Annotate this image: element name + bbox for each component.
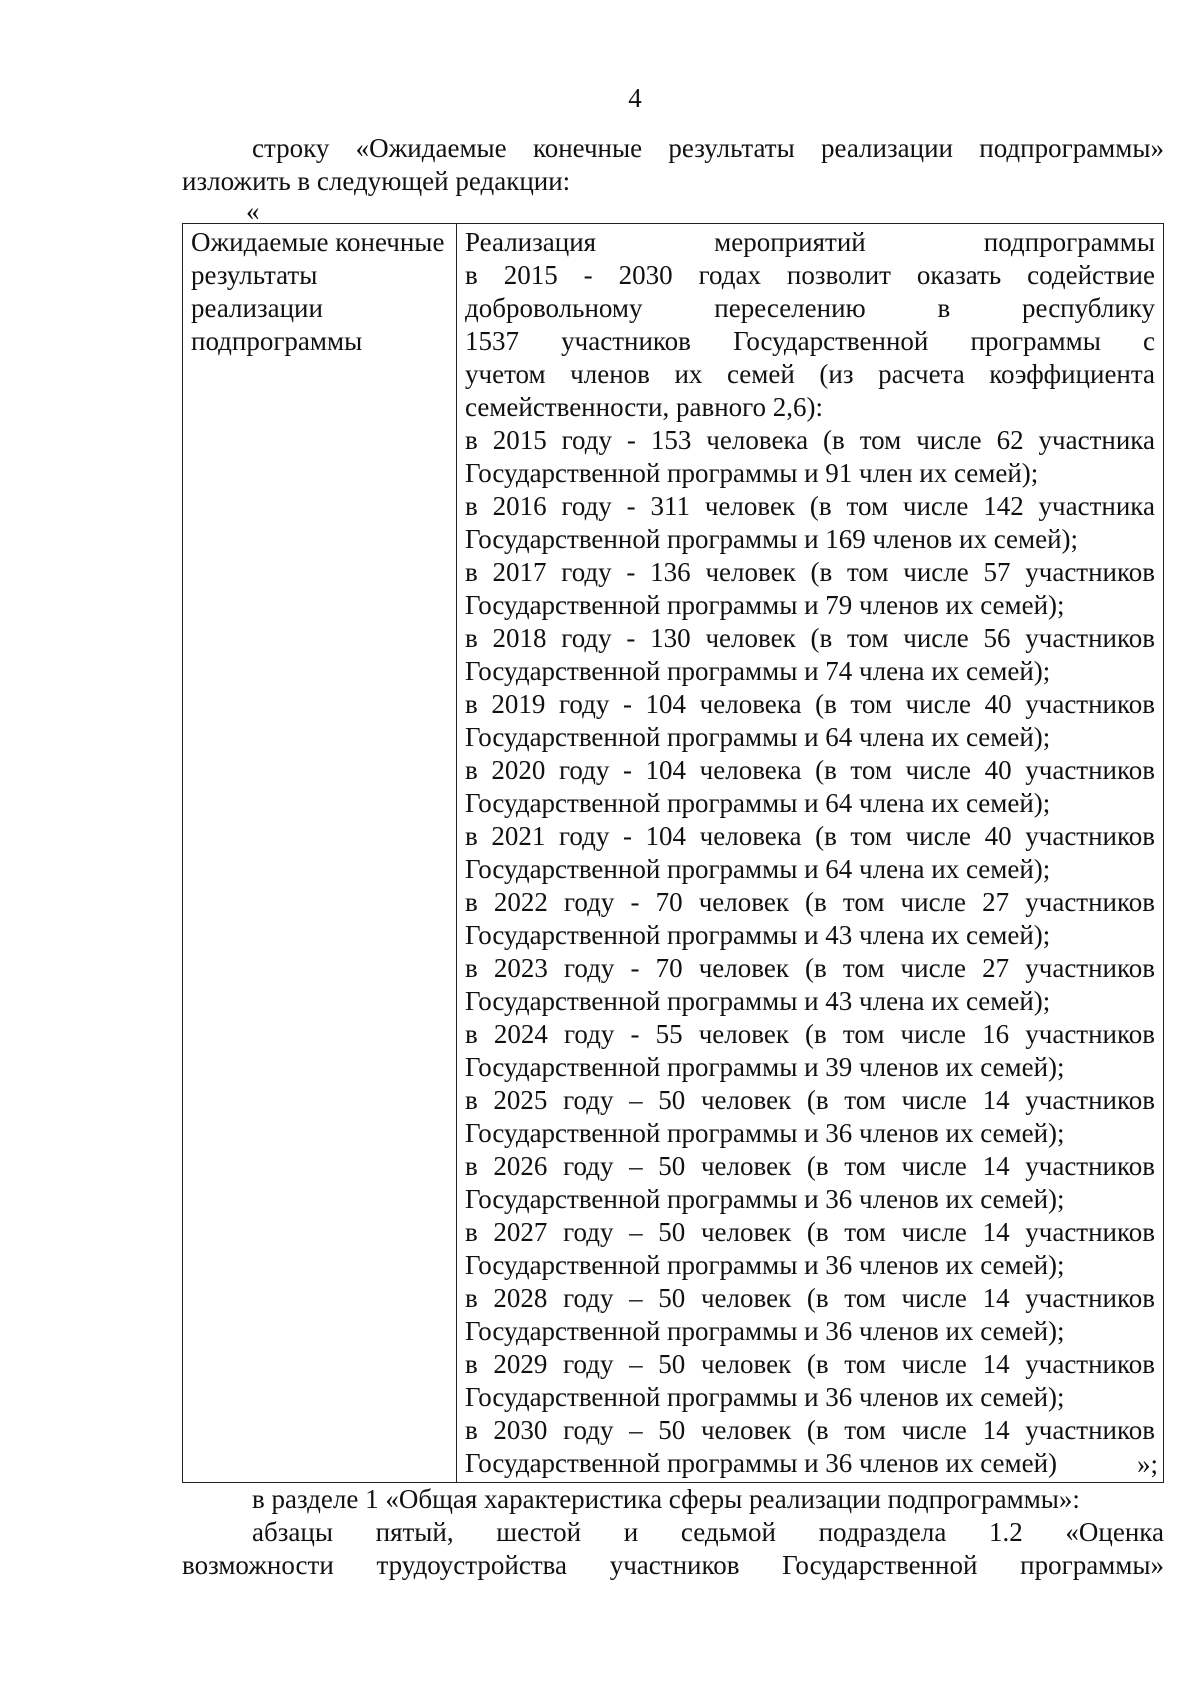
row-header-cell <box>183 224 457 1483</box>
year-line-continuation: Государственной программы и 36 членов их семей) <box>465 1448 1058 1478</box>
summary-line: семейственности, равного 2,6): <box>465 392 824 422</box>
year-line: в 2030 году – 50 человек (в том числе 14 участников <box>465 1415 1155 1445</box>
year-line-continuation: Государственной программы и 91 член их семей); <box>465 458 1039 488</box>
section-line-3: возможности трудоустройства участников Государственной программы» <box>182 1550 1164 1580</box>
year-line: в 2016 году - 311 человек (в том числе 142 участника <box>465 491 1155 521</box>
year-line: в 2015 году - 153 человека (в том числе 62 участника <box>465 425 1155 455</box>
year-line-continuation: Государственной программы и 43 члена их семей); <box>465 920 1051 950</box>
year-line: в 2025 году – 50 человек (в том числе 14 участников <box>465 1085 1155 1115</box>
year-line-continuation: Государственной программы и 36 членов их семей); <box>465 1250 1065 1280</box>
results-cell <box>457 224 1164 1483</box>
year-list <box>465 424 1155 1480</box>
section-line-2: абзацы пятый, шестой и седьмой подраздела 1.2 «Оценка <box>252 1517 1164 1547</box>
year-line-continuation: Государственной программы и 64 члена их семей); <box>465 788 1051 818</box>
row-header-text: Ожидаемые конечные результаты реализации подпрограммы <box>191 227 445 356</box>
year-line-continuation: Государственной программы и 79 членов их семей); <box>465 590 1065 620</box>
year-line: в 2022 году - 70 человек (в том числе 27 участников <box>465 887 1155 917</box>
section-paragraph <box>182 1483 1164 1582</box>
table-row <box>183 224 1164 1483</box>
year-line: в 2018 году - 130 человек (в том числе 56 участников <box>465 623 1155 653</box>
summary-line: 1537 участников Государственной программы с <box>465 326 1155 356</box>
summary-line: добровольному переселению в республику <box>465 293 1155 323</box>
expected-results-table <box>182 223 1164 1483</box>
year-line-continuation: Государственной программы и 36 членов их семей); <box>465 1184 1065 1214</box>
year-line-continuation: Государственной программы и 39 членов их семей); <box>465 1052 1065 1082</box>
year-line: в 2023 году - 70 человек (в том числе 27 участников <box>465 953 1155 983</box>
summary-block <box>465 226 1155 424</box>
year-line: в 2020 году - 104 человека (в том числе 40 участников <box>465 755 1155 785</box>
close-quote: »; <box>1136 1449 1158 1479</box>
intro-line-2: изложить в следующей редакции: <box>182 166 571 196</box>
summary-line: в 2015 - 2030 годах позволит оказать содействие <box>465 260 1155 290</box>
year-line-continuation: Государственной программы и 36 членов их семей); <box>465 1382 1065 1412</box>
intro-line-1: строку «Ожидаемые конечные результаты реализации подпрограммы» <box>252 133 1164 163</box>
year-line: в 2026 году – 50 человек (в том числе 14 участников <box>465 1151 1155 1181</box>
summary-line: учетом членов их семей (из расчета коэффициента <box>465 359 1155 389</box>
section-line-1: в разделе 1 «Общая характеристика сферы реализации подпрограммы»: <box>252 1484 1080 1514</box>
year-line: в 2028 году – 50 человек (в том числе 14 участников <box>465 1283 1155 1313</box>
year-line-continuation: Государственной программы и 64 члена их семей); <box>465 854 1051 884</box>
year-line-continuation: Государственной программы и 36 членов их семей); <box>465 1316 1065 1346</box>
year-line: в 2017 году - 136 человек (в том числе 57 участников <box>465 557 1155 587</box>
year-line-continuation: Государственной программы и 36 членов их семей); <box>465 1118 1065 1148</box>
year-line-continuation: Государственной программы и 64 члена их семей); <box>465 722 1051 752</box>
page-number: 4 <box>628 83 642 113</box>
summary-line: Реализация мероприятий подпрограммы <box>465 227 1155 257</box>
year-line: в 2027 году – 50 человек (в том числе 14 участников <box>465 1217 1155 1247</box>
year-line: в 2024 году - 55 человек (в том числе 16 участников <box>465 1019 1155 1049</box>
intro-paragraph <box>182 132 1164 198</box>
year-line-continuation: Государственной программы и 43 члена их семей); <box>465 986 1051 1016</box>
year-line: в 2029 году – 50 человек (в том числе 14 участников <box>465 1349 1155 1379</box>
year-line-continuation: Государственной программы и 169 членов их семей); <box>465 524 1079 554</box>
open-quote: « <box>246 196 260 226</box>
year-line-continuation: Государственной программы и 74 члена их семей); <box>465 656 1051 686</box>
year-line: в 2019 году - 104 человека (в том числе 40 участников <box>465 689 1155 719</box>
year-line: в 2021 году - 104 человека (в том числе 40 участников <box>465 821 1155 851</box>
